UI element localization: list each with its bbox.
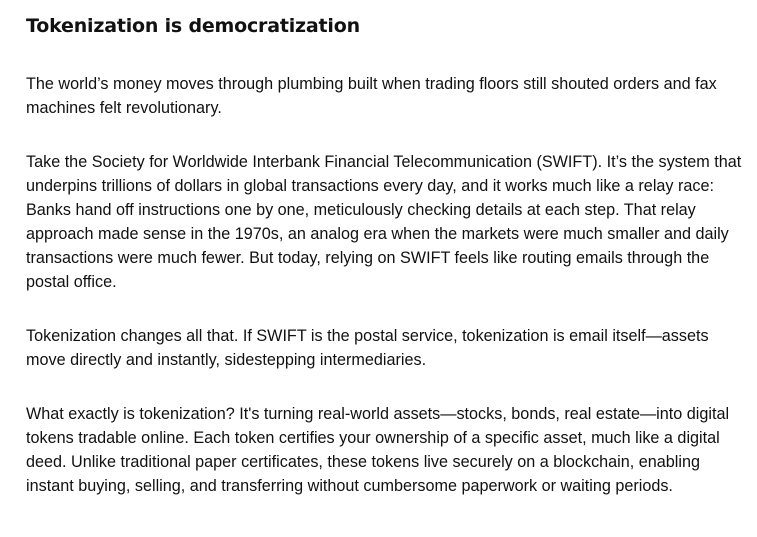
paragraph-tokenization-changes: Tokenization changes all that. If SWIFT is the postal service, tokenization is email itself—assets move directly and instantly, sidestepping intermediaries.: [26, 327, 709, 369]
paragraph-swift: Take the Society for Worldwide Interbank Financial Telecommunication (SWIFT). It’s the system that underpins trillions of dollars in global transactions every day, and it works much like a relay race: Banks hand off instructions one by one, meticulously checking details at each step. That relay approach made sense in the 1970s, an analog era when the markets were much smaller and daily transactions were much fewer. But today, relying on SWIFT feels like routing emails through the postal office.: [26, 153, 742, 291]
paragraph-what-is-tokenization: What exactly is tokenization? It's turning real-world assets—stocks, bonds, real estate—into digital tokens tradable online. Each token certifies your ownership of a specific asset, much like a digital deed. Unlike traditional paper certificates, these tokens live securely on a blockchain, enabling instant buying, selling, and transferring without cumbersome paperwork or waiting periods.: [26, 405, 730, 495]
article-body: [26, 12, 742, 498]
article-headline: Tokenization is democratization: [26, 15, 360, 37]
paragraph-plumbing: The world’s money moves through plumbing built when trading floors still shouted orders and fax machines felt revolutionary.: [26, 75, 717, 117]
